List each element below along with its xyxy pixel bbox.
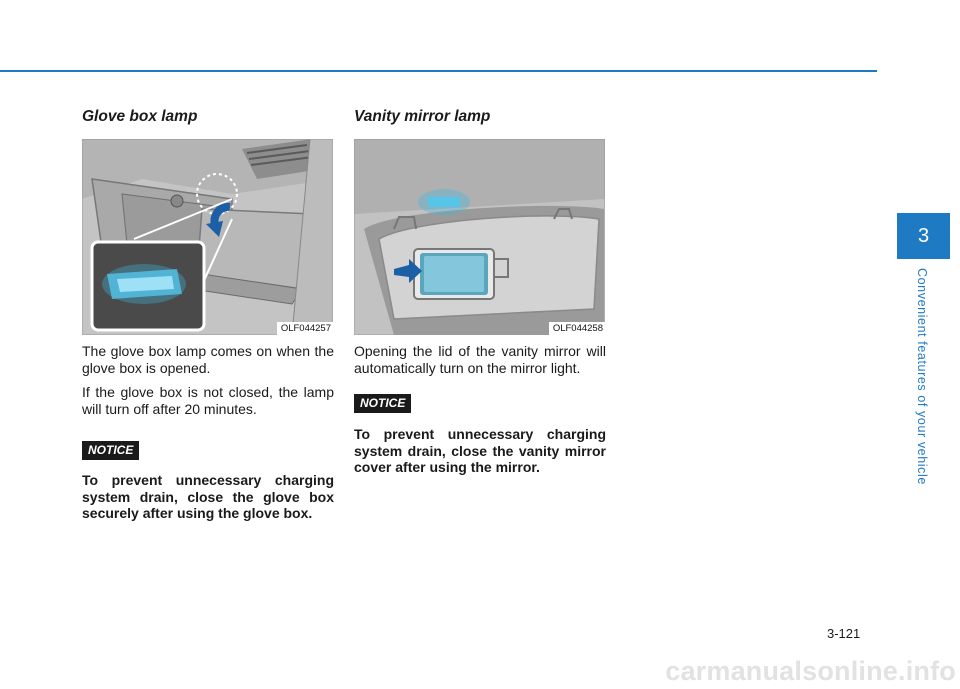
paragraph: The glove box lamp comes on when the glove box is opened. (82, 343, 334, 376)
notice-wrapper (354, 394, 606, 413)
watermark: carmanualsonline.info (665, 656, 956, 686)
notice-wrapper (82, 441, 334, 460)
vanity-mirror-drawing (354, 139, 605, 335)
chapter-title: Convenient features of your vehicle (915, 268, 929, 485)
paragraph: If the glove box is not closed, the lamp will turn off after 20 minutes. (82, 384, 334, 417)
lamp-glow-icon (418, 189, 470, 215)
figure-code: OLF044257 (277, 322, 333, 335)
page-number: 3-121 (827, 626, 861, 641)
figure-code: OLF044258 (549, 322, 605, 335)
chapter-tab (897, 213, 950, 259)
notice-text: To prevent unnecessary charging system drain, close the glove box securely after using the glove box. (82, 472, 334, 521)
section-title: Vanity mirror lamp (354, 108, 491, 125)
header-rule (0, 70, 877, 72)
vanity-mirror-section (354, 108, 606, 476)
notice-text: To prevent unnecessary charging system drain, close the vanity mirror cover after using the mirror. (354, 426, 606, 475)
notice-badge: NOTICE (82, 441, 139, 460)
vanity-mirror-illustration (354, 139, 605, 335)
glove-box-section (82, 108, 334, 522)
chapter-number: 3 (917, 224, 930, 247)
paragraph: Opening the lid of the vanity mirror will automatically turn on the mirror light. (354, 343, 606, 376)
notice-badge: NOTICE (354, 394, 411, 413)
section-title: Glove box lamp (82, 108, 198, 125)
glove-box-drawing (82, 139, 333, 335)
lamp-glow-icon (102, 264, 186, 304)
glove-box-illustration (82, 139, 333, 335)
